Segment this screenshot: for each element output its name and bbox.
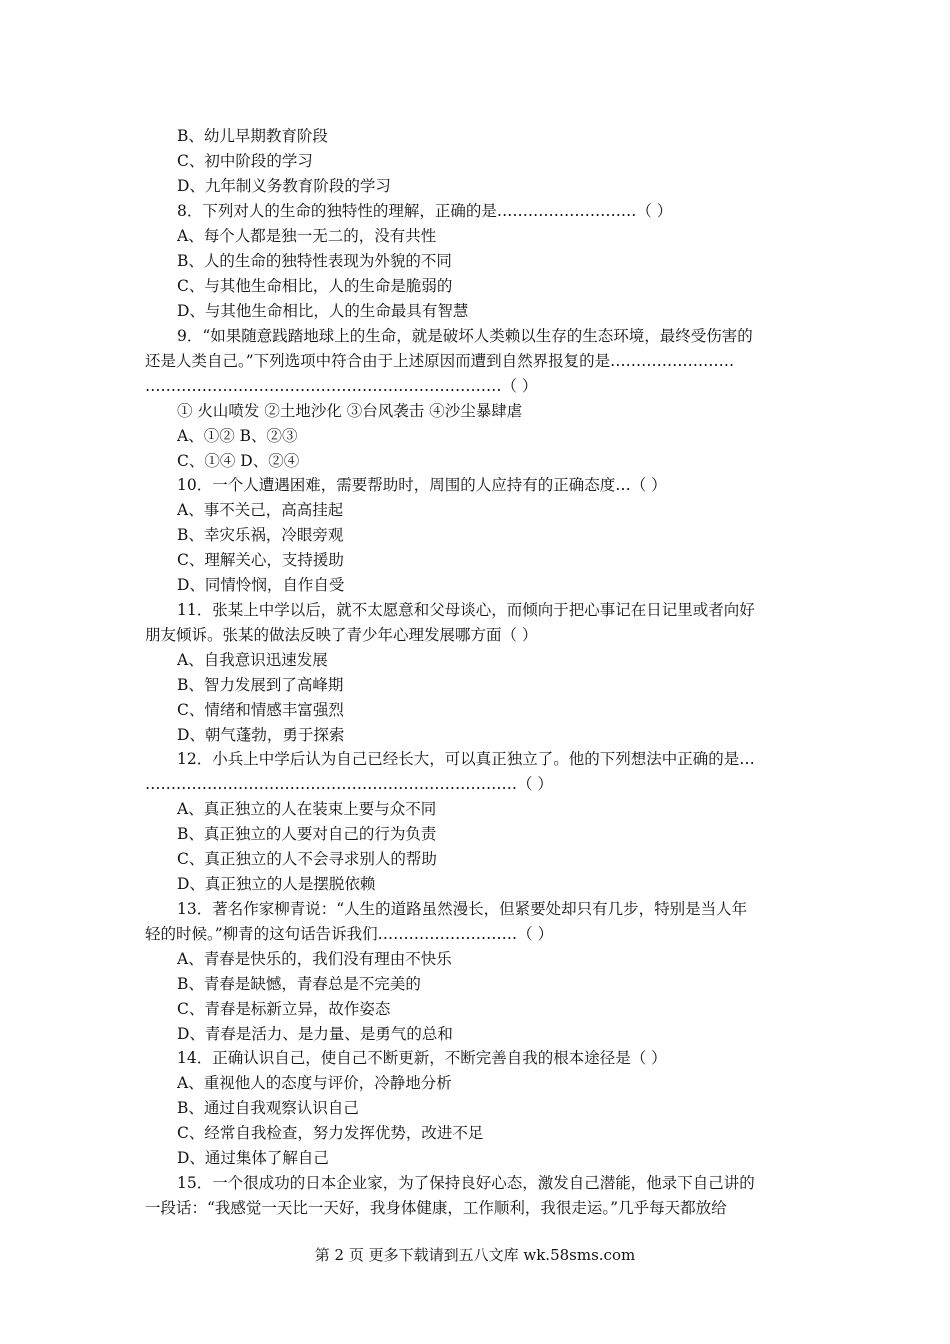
option-d: D、通过集体了解自己 (177, 1149, 329, 1167)
option-a: A、事不关己，高高挂起 (177, 501, 344, 519)
option-c: C、青春是标新立异，故作姿态 (177, 1000, 391, 1018)
option-d: D、同情怜悯，自作自受 (177, 576, 345, 594)
option-c: C、初中阶段的学习 (177, 152, 313, 170)
option-c: C、经常自我检查，努力发挥优势，改进不足 (177, 1124, 484, 1142)
option-a: A、青春是快乐的，我们没有理由不快乐 (177, 950, 452, 968)
question-9-cont: ……………………………………………………………（ ） (145, 377, 538, 395)
option-c: C、情绪和情感丰富强烈 (177, 701, 344, 719)
question-12-cont: ………………………………………………………………（ ） (145, 775, 553, 793)
option-a: A、自我意识迅速发展 (177, 651, 328, 669)
option-b: B、真正独立的人要对自己的行为负责 (177, 825, 437, 843)
option-a: A、真正独立的人在装束上要与众不同 (177, 800, 437, 818)
question-10: 10．一个人遭遇困难，需要帮助时，周围的人应持有的正确态度…（ ） (177, 476, 667, 494)
option-row: A、①② B、②③ (177, 427, 298, 445)
question-13: 13．著名作家柳青说：“人生的道路虽然漫长，但紧要处却只有几步，特别是当人年 (177, 900, 748, 918)
option-d: D、九年制义务教育阶段的学习 (177, 177, 391, 195)
option-d: D、与其他生命相比，人的生命最具有智慧 (177, 302, 469, 320)
option-a: A、每个人都是独一无二的，没有共性 (177, 227, 437, 245)
question-9-cont: 还是人类自己。”下列选项中符合由于上述原因而遭到自然界报复的是…………………… (145, 352, 735, 370)
option-c: C、真正独立的人不会寻求别人的帮助 (177, 850, 437, 868)
option-c: C、与其他生命相比，人的生命是脆弱的 (177, 277, 453, 295)
option-b: B、幸灾乐祸，冷眼旁观 (177, 526, 344, 544)
option-b: B、智力发展到了高峰期 (177, 676, 344, 694)
option-d: D、青春是活力、是力量、是勇气的总和 (177, 1025, 453, 1043)
question-11-cont: 朋友倾诉。张某的做法反映了青少年心理发展哪方面（ ） (145, 626, 538, 644)
question-11: 11．张某上中学以后，就不太愿意和父母谈心，而倾向于把心事记在日记里或者向好 (177, 601, 755, 619)
option-c: C、理解关心，支持援助 (177, 551, 344, 569)
option-d: D、真正独立的人是摆脱依赖 (177, 875, 376, 893)
option-b: B、青春是缺憾，青春总是不完美的 (177, 975, 421, 993)
page-footer: 第 2 页 更多下载请到五八文库 wk.58sms.com (314, 1246, 636, 1264)
option-b: B、人的生命的独特性表现为外貌的不同 (177, 252, 452, 270)
question-9-items: ① 火山喷发 ②土地沙化 ③台风袭击 ④沙尘暴肆虐 (177, 402, 523, 420)
question-15-cont: 一段话：“我感觉一天比一天好，我身体健康，工作顺利，我很走运。”几乎每天都放给 (145, 1199, 727, 1217)
question-13-cont: 轻的时候。”柳青的这句话告诉我们………………………（ ） (145, 925, 554, 943)
option-a: A、重视他人的态度与评价，冷静地分析 (177, 1074, 452, 1092)
question-8: 8．下列对人的生命的独特性的理解，正确的是………………………（ ） (177, 202, 673, 220)
option-b: B、幼儿早期教育阶段 (177, 127, 328, 145)
option-d: D、朝气蓬勃，勇于探索 (177, 726, 345, 744)
question-9: 9．“如果随意践踏地球上的生命，就是破坏人类赖以生存的生态环境，最终受伤害的 (177, 327, 753, 345)
question-14: 14．正确认识自己，使自己不断更新，不断完善自我的根本途径是（ ） (177, 1049, 667, 1067)
question-12: 12．小兵上中学后认为自己已经长大，可以真正独立了。他的下列想法中正确的是… (177, 750, 755, 768)
question-15: 15．一个很成功的日本企业家，为了保持良好心态，激发自己潜能，他录下自己讲的 (177, 1174, 755, 1192)
option-b: B、通过自我观察认识自己 (177, 1099, 359, 1117)
option-row: C、①④ D、②④ (177, 452, 300, 470)
